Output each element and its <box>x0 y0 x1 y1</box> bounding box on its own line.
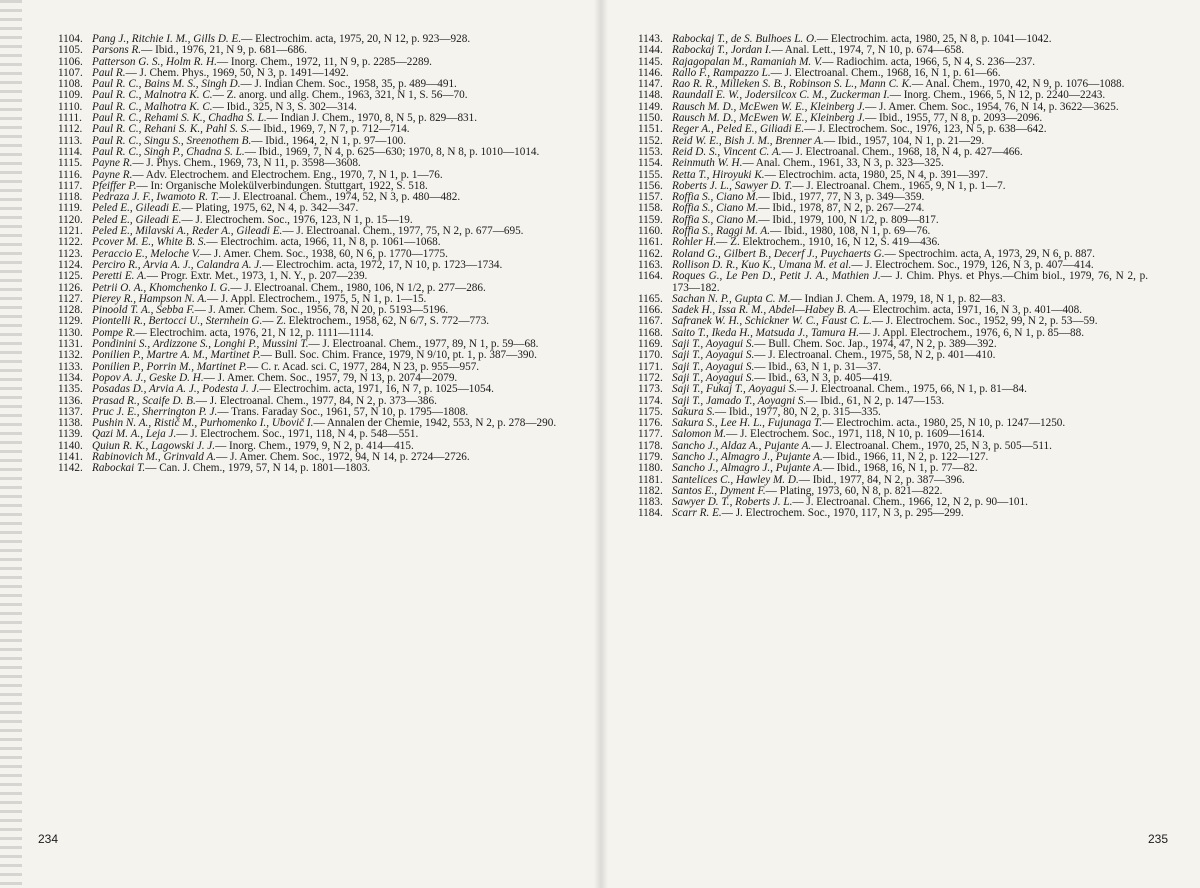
reference-number: 1123. <box>58 247 83 260</box>
reference-authors: Rollison D. R., Kuo K., Umana M. et al. <box>672 258 852 271</box>
reference-authors: Parsons R. <box>92 44 142 57</box>
reference-number: 1165. <box>638 292 663 305</box>
reference-number: 1184. <box>638 507 663 520</box>
reference-authors: Sancho J., Almagro J., Pujante A. <box>672 462 823 475</box>
left-page-references <box>58 34 558 475</box>
reference-number: 1129. <box>58 315 83 328</box>
reference-authors: Roffia S., Ciano M. <box>672 213 759 226</box>
reference-authors: Pedraza J. F., Iwamoto R. T. <box>92 191 219 204</box>
reference-source: — Ibid., 1968, 16, N 1, p. 77—82. <box>822 462 978 475</box>
reference-number: 1164. <box>638 270 663 283</box>
reference-number: 1134. <box>58 371 83 384</box>
reference-source: — Electrochim. acta, 1976, 21, N 12, p. 1111—1114. <box>135 326 374 339</box>
reference-source: — Radiochim. acta, 1966, 5, N 4, S. 236—237. <box>822 55 1036 68</box>
reference-number: 1160. <box>638 225 663 238</box>
reference-source: — Electrochim. acta., 1980, 25, N 10, p. 1247—1250. <box>822 417 1066 430</box>
reference-authors: Reinmuth W. H. <box>672 157 743 170</box>
reference-source: — Ibid., 325, N 3, S. 302—314. <box>212 100 357 113</box>
reference-number: 1183. <box>638 496 663 509</box>
reference-source: — Ibid., 1969, 7, N 7, p. 712—714. <box>249 123 410 136</box>
reference-source: — Ibid., 1957, 104, N 1, p. 21—29. <box>823 134 985 147</box>
reference-number: 1114. <box>58 145 83 158</box>
reference-source: — Ibid., 1955, 77, N 8, p. 2093—2096. <box>865 112 1043 125</box>
reference-source: — Ibid., 1977, 77, N 3, p. 349—359. <box>758 191 925 204</box>
reference-source: — J. Chem. Phys., 1969, 50, N 3, p. 1491—1492. <box>125 66 349 79</box>
reference-number: 1150. <box>638 112 663 125</box>
reference-number: 1146. <box>638 66 663 79</box>
reference-source: — Z. Elektrochem., 1958, 62, N 6/7, S. 772—773. <box>262 315 490 328</box>
reference-source: — Electrochim. acta, 1972, 17, N 10, p. 1723—1734. <box>262 258 503 271</box>
reference-source: — Inorg. Chem., 1972, 11, N 9, p. 2285—2289. <box>216 55 432 68</box>
reference-number: 1115. <box>58 157 83 170</box>
reference-source: — J. Electroanal. Chem., 1977, 75, N 2, p. 677—695. <box>282 225 524 238</box>
reference-authors: Peled E., Milavski A., Reder A., Gileadi E. <box>92 225 283 238</box>
reference-source: — Can. J. Chem., 1979, 57, N 14, p. 1801—1803. <box>145 462 371 475</box>
reference-number: 1110. <box>58 100 83 113</box>
reference-authors: Paul R. C., Bains M. S., Singh D. <box>92 78 241 91</box>
reference-number: 1140. <box>58 439 83 452</box>
reference-source: — Adv. Electrochem. and Electrochem. Eng., 1970, 7, N 1, p. 1—76. <box>132 168 443 181</box>
reference-source: — Inorg. Chem., 1979, 9, N 2, p. 414—415. <box>215 439 414 452</box>
reference-source: — J. Electroanal. Chem., 1968, 18, N 4, p. 427—466. <box>781 145 1023 158</box>
reference-source: — Ibid., 1980, 108, N 1, p. 69—76. <box>770 225 931 238</box>
reference-source: — J. Electrochem. Soc., 1976, 123, N 5, p. 638—642. <box>804 123 1047 136</box>
reference-source: — J. Electroanal. Chem., 1975, 58, N 2, p. 401—410. <box>754 349 996 362</box>
reference-number: 1180. <box>638 462 663 475</box>
reference-source: — J. Electroanal. Chem., 1977, 89, N 1, p. 59—68. <box>308 338 539 351</box>
reference-entry <box>58 463 558 474</box>
reference-authors: Rausch M. D., McEwen W. E., Kleinberg J. <box>672 100 866 113</box>
reference-text <box>672 508 1148 519</box>
reference-source: — J. Electroanal. Chem., 1966, 12, N 2, p. 90—101. <box>792 496 1028 509</box>
reference-number: 1127. <box>58 292 83 305</box>
reference-number: 1105. <box>58 44 83 57</box>
reference-authors: Pinoold T. A., Sebba F. <box>92 304 195 317</box>
reference-source: — Ibid., 63, N 1, p. 31—37. <box>754 360 882 373</box>
reference-source: — J. Amer. Chem. Soc., 1938, 60, N 6, p. 1770—1775. <box>199 247 448 260</box>
reference-authors: Saji T., Fukaj T., Aoyagui S. <box>672 383 797 396</box>
page-number-left: 234 <box>38 832 59 846</box>
reference-authors: Sancho J., Aldaz A., Pujante A. <box>672 439 812 452</box>
reference-source: — J. Electrochem. Soc., 1971, 118, N 4, p. 548—551. <box>176 428 419 441</box>
reference-authors: Retta T., Hiroyuki K. <box>672 168 765 181</box>
reference-authors: Ponilien P., Martre A. M., Martinet P. <box>92 349 261 362</box>
reference-authors: Popov A. J., Geske D. H. <box>92 371 204 384</box>
reference-authors: Pang J., Ritchie I. M., Gills D. E. <box>92 33 242 45</box>
reference-source: — Anal. Lett., 1974, 7, N 10, p. 674—658. <box>771 44 965 57</box>
reference-number: 1118. <box>58 191 83 204</box>
reference-authors: Qazi M. A., Leja J. <box>92 428 177 441</box>
reference-number: 1131. <box>58 338 83 351</box>
reference-authors: Quiun R. K., Lagowski J. J. <box>92 439 216 452</box>
reference-number: 1155. <box>638 168 663 181</box>
reference-authors: Saito T., Ikeda H., Matsuda J., Tamura H. <box>672 326 860 339</box>
reference-source: — J. Electrochem. Soc., 1971, 118, N 10, p. 1609—1614. <box>726 428 985 441</box>
reference-source: — C. r. Acad. sci. C, 1977, 284, N 23, p. 955—957. <box>246 360 480 373</box>
reference-source: — J. Amer. Chem. Soc., 1972, 94, N 14, p. 2724—2726. <box>216 450 470 463</box>
reference-number: 1120. <box>58 213 83 226</box>
reference-number: 1142. <box>58 462 83 475</box>
reference-number: 1156. <box>638 179 663 192</box>
reference-authors: Scarr R. E. <box>672 507 722 520</box>
reference-authors: Pondinini S., Ardizzone S., Longhi P., Mussini T. <box>92 338 309 351</box>
reference-number: 1108. <box>58 78 83 91</box>
reference-number: 1107. <box>58 66 83 79</box>
reference-number: 1113. <box>58 134 83 147</box>
reference-authors: Payne R. <box>92 168 133 181</box>
reference-authors: Rohler H. <box>672 236 717 249</box>
reference-authors: Sakura S. <box>672 405 715 418</box>
reference-source: — J. Appl. Electrochem., 1975, 5, N 1, p. 1—15. <box>206 292 427 305</box>
reference-source: — Electrochim. acta, 1975, 20, N 12, p. 923—928. <box>241 33 471 45</box>
reference-source: — J. Electrochem. Soc., 1952, 99, N 2, p. 53—59. <box>871 315 1098 328</box>
reference-number: 1149. <box>638 100 663 113</box>
reference-authors: Sawyer D. T., Roberts J. L. <box>672 496 793 509</box>
reference-source: — Anal. Chem., 1970, 42, N 9, p. 1076—1088. <box>911 78 1125 91</box>
reference-authors: Posadas D., Arvia A. J., Podesta J. J. <box>92 383 260 396</box>
reference-authors: Paul R. C., Malnotra K. C. <box>92 89 213 102</box>
reference-number: 1157. <box>638 191 663 204</box>
reference-source: — Trans. Faraday Soc., 1961, 57, N 10, p. 1795—1808. <box>217 405 469 418</box>
reference-source: — Progr. Extr. Met., 1973, 1, N. Y., p. 207—239. <box>146 270 368 283</box>
reference-number: 1161. <box>638 236 663 249</box>
reference-source: — Bull. Chem. Soc. Jap., 1974, 47, N 2, p. 389—392. <box>754 338 997 351</box>
reference-source: — Ibid., 1966, 11, N 2, p. 122—127. <box>822 450 989 463</box>
reference-authors: Ponilien P., Porrin M., Martinet P. <box>92 360 247 373</box>
reference-source: — Ibid., 61, N 2, p. 147—153. <box>806 394 945 407</box>
reference-number: 1173. <box>638 383 663 396</box>
reference-number: 1147. <box>638 78 663 91</box>
reference-authors: Rallo F., Rampazzo L. <box>672 66 771 79</box>
reference-source: — J. Chim. Phys. et Phys.—Chim biol., 1979, 76, N 2, p. 173—182. <box>672 270 1148 294</box>
reference-number: 1152. <box>638 134 663 147</box>
reference-authors: Pompe R. <box>92 326 136 339</box>
reference-authors: Peled E., Gileadi E. <box>92 202 182 215</box>
reference-number: 1135. <box>58 383 83 396</box>
reference-number: 1122. <box>58 236 83 249</box>
reference-authors: Santos E., Dyment F. <box>672 484 766 497</box>
reference-number: 1141. <box>58 450 83 463</box>
reference-source: — Plating, 1973, 60, N 8, p. 821—822. <box>765 484 943 497</box>
right-page-references <box>638 34 1148 520</box>
reference-number: 1125. <box>58 270 83 283</box>
reference-authors: Saji T., Aoyagui S. <box>672 360 755 373</box>
reference-authors: Pfeiffer P. <box>92 179 137 192</box>
reference-authors: Roffia S., Ciano M. <box>672 202 759 215</box>
reference-authors: Peretti E. A. <box>92 270 147 283</box>
reference-authors: Safranek W. H., Schickner W. C., Faust C. L. <box>672 315 872 328</box>
reference-number: 1151. <box>638 123 663 136</box>
reference-number: 1170. <box>638 349 663 362</box>
reference-authors: Paul R. C., Malhotra K. C. <box>92 100 213 113</box>
reference-authors: Santelices C., Hawley M. D. <box>672 473 799 486</box>
reference-source: — Ibid., 1964, 2, N 1, p. 97—100. <box>251 134 407 147</box>
reference-authors: Rabockaj T., Jordan I. <box>672 44 772 57</box>
reference-number: 1124. <box>58 258 83 271</box>
reference-authors: Paul R. C., Rehani S. K., Pahl S. S. <box>92 123 250 136</box>
reference-source: — Ibid., 1976, 21, N 9, p. 681—686. <box>141 44 308 57</box>
reference-authors: Rabinovich M., Grinvald A. <box>92 450 217 463</box>
reference-number: 1162. <box>638 247 663 260</box>
reference-number: 1116. <box>58 168 83 181</box>
reference-source: — Annalen der Chemie, 1942, 553, N 2, p. 278—290. <box>313 417 557 430</box>
reference-text <box>92 463 558 474</box>
reference-number: 1126. <box>58 281 83 294</box>
reference-authors: Payne R. <box>92 157 133 170</box>
reference-authors: Paul R. <box>92 66 126 79</box>
reference-entry <box>638 508 1148 519</box>
reference-source: — In: Organische Molekülverbindungen. Stuttgart, 1922, S. 518. <box>136 179 428 192</box>
reference-number: 1181. <box>638 473 663 486</box>
reference-number: 1106. <box>58 55 83 68</box>
reference-source: — J. Phys. Chem., 1969, 73, N 11, p. 3598—3608. <box>132 157 361 170</box>
reference-authors: Sadek H., Issa R. M., Abdel—Habey B. A. <box>672 304 859 317</box>
reference-number: 1139. <box>58 428 83 441</box>
reference-number: 1154. <box>638 157 663 170</box>
reference-source: — J. Indian Chem. Soc., 1958, 35, p. 489—491. <box>240 78 457 91</box>
reference-source: — Ibid., 1979, 100, N 1/2, p. 809—817. <box>758 213 939 226</box>
reference-authors: Prasad R., Scaife D. B. <box>92 394 196 407</box>
reference-authors: Paul R. C., Singu S., Sreenothem B. <box>92 134 252 147</box>
reference-authors: Paul R. C., Rehami S. K., Chadha S. L. <box>92 112 267 125</box>
reference-authors: Rausch M. D., McEwen W. E., Kleinberg J. <box>672 112 866 125</box>
reference-number: 1111. <box>58 112 82 125</box>
reference-source: — Anal. Chem., 1961, 33, N 3, p. 323—325. <box>742 157 944 170</box>
reference-authors: Rabockai T. <box>92 462 146 475</box>
reference-source: — Indian J. Chem., 1970, 8, N 5, p. 829—831. <box>266 112 478 125</box>
reference-authors: Pushin N. A., Ristič M., Purhomenko I., Ubovič I. <box>92 417 314 430</box>
reference-number: 1158. <box>638 202 663 215</box>
page-edge-shadow <box>0 0 22 888</box>
reference-authors: Piontelli R., Bertocci U., Sternhein G. <box>92 315 263 328</box>
reference-authors: Pruc J. E., Sherrington P. J. <box>92 405 218 418</box>
reference-number: 1175. <box>638 405 663 418</box>
reference-source: — Bull. Soc. Chim. France, 1979, N 9/10, pt. 1, p. 387—390. <box>260 349 537 362</box>
reference-source: — J. Electrochem. Soc., 1976, 123, N 1, p. 15—19. <box>181 213 413 226</box>
reference-source: — J. Electroanal. Chem., 1980, 106, N 1/2, p. 277—286. <box>230 281 486 294</box>
reference-authors: Rabockaj T., de S. Bulhoes L. O. <box>672 33 817 45</box>
reference-number: 1176. <box>638 417 663 430</box>
reference-authors: Roques G., Le Pen D., Petit J. A., Mathien J. <box>672 270 881 283</box>
reference-authors: Sancho J., Almagro J., Pujante A. <box>672 450 823 463</box>
reference-authors: Petrii O. A., Khomchenko I. G. <box>92 281 231 294</box>
reference-source: — Indian J. Chem. A, 1979, 18, N 1, p. 82—83. <box>790 292 1006 305</box>
reference-authors: Peraccio E., Meloche V. <box>92 247 200 260</box>
reference-authors: Raundall E. W., Jodersilcox C. M., Zuckerman I. <box>672 89 890 102</box>
reference-number: 1172. <box>638 371 663 384</box>
reference-source: — J. Electrochem. Soc., 1970, 117, N 3, p. 295—299. <box>721 507 964 520</box>
reference-authors: Saji T., Aoyagui S. <box>672 338 755 351</box>
reference-source: — J. Electroanal. Chem., 1975, 66, N 1, p. 81—84. <box>796 383 1027 396</box>
reference-source: — Spectrochim. acta, A, 1973, 29, N 6, p. 887. <box>884 247 1095 260</box>
reference-authors: Pcover M. E., White B. S. <box>92 236 207 249</box>
reference-authors: Reger A., Peled E., Giliadi E. <box>672 123 805 136</box>
reference-authors: Roffia S., Ciano M. <box>672 191 759 204</box>
reference-number: 1137. <box>58 405 83 418</box>
reference-authors: Saji T., Jamado T., Aoyagni S. <box>672 394 807 407</box>
reference-number: 1109. <box>58 89 83 102</box>
reference-number: 1177. <box>638 428 663 441</box>
reference-authors: Perciro R., Arvia A. J., Calandra A. J. <box>92 258 263 271</box>
reference-number: 1138. <box>58 417 83 430</box>
reference-number: 1153. <box>638 145 663 158</box>
reference-source: — J. Amer. Chem. Soc., 1954, 76, N 14, p. 3622—3625. <box>865 100 1119 113</box>
reference-source: — J. Amer. Chem. Soc., 1957, 79, N 13, p. 2074—2079. <box>203 371 458 384</box>
reference-number: 1143. <box>638 33 663 45</box>
reference-number: 1166. <box>638 304 663 317</box>
reference-number: 1168. <box>638 326 663 339</box>
reference-number: 1117. <box>58 179 83 192</box>
reference-source: — J. Electroanal. Chem., 1968, 16, N 1, p. 61—66. <box>770 66 1001 79</box>
reference-source: — Electrochim. acta, 1966, 11, N 8, p. 1061—1068. <box>206 236 441 249</box>
reference-source: — Plating, 1975, 62, N 4, p. 342—347. <box>181 202 359 215</box>
reference-authors: Patterson G. S., Holm R. H. <box>92 55 217 68</box>
reference-authors: Rajagopalan M., Ramaniah M. V. <box>672 55 823 68</box>
reference-authors: Paul R. C., Singh P., Chadna S. L. <box>92 145 245 158</box>
reference-number: 1163. <box>638 258 663 271</box>
reference-source: — Ibid., 1977, 84, N 2, p. 387—396. <box>798 473 965 486</box>
reference-number: 1144. <box>638 44 663 57</box>
reference-authors: Reid W. E., Bish J. M., Brenner A. <box>672 134 824 147</box>
reference-source: — J. Electroanal. Chem., 1974, 52, N 3, p. 480—482. <box>219 191 461 204</box>
reference-source: — Ibid., 1977, 80, N 2, p. 315—335. <box>714 405 881 418</box>
reference-authors: Salomon M. <box>672 428 727 441</box>
reference-number: 1133. <box>58 360 83 373</box>
reference-entry <box>638 271 1148 294</box>
reference-source: — J. Electrochem. Soc., 1979, 126, N 3, p. 407—414. <box>851 258 1094 271</box>
reference-number: 1178. <box>638 439 663 452</box>
reference-authors: Roland G., Gilbert B., Decerf J., Puychaerts G. <box>672 247 885 260</box>
reference-authors: Sakura S., Lee H. L., Fujunaga T. <box>672 417 823 430</box>
reference-number: 1182. <box>638 484 663 497</box>
reference-source: — J. Appl. Electrochem., 1976, 6, N 1, p. 85—88. <box>859 326 1085 339</box>
reference-source: — Z. anorg. und allg. Chem., 1963, 321, N 1, S. 56—70. <box>212 89 468 102</box>
reference-text <box>672 271 1148 294</box>
reference-number: 1136. <box>58 394 83 407</box>
reference-authors: Pierey R., Hampson N. A. <box>92 292 207 305</box>
reference-number: 1112. <box>58 123 83 136</box>
reference-source: — Electrochim. acta, 1980, 25, N 8, p. 1041—1042. <box>816 33 1052 45</box>
reference-number: 1145. <box>638 55 663 68</box>
reference-source: — J. Amer. Chem. Soc., 1956, 78, N 20, p. 5193—5196. <box>194 304 449 317</box>
reference-source: — J. Electroanal. Chem., 1977, 84, N 2, p. 373—386. <box>195 394 437 407</box>
reference-source: — Inorg. Chem., 1966, 5, N 12, p. 2240—2243. <box>889 89 1106 102</box>
book-gutter <box>594 0 608 888</box>
reference-authors: Rao R. R., Milleken S. B., Robinson S. L., Mann C. K. <box>672 78 912 91</box>
reference-authors: Roffia S., Raggi M. A. <box>672 225 770 238</box>
reference-number: 1119. <box>58 202 83 215</box>
reference-authors: Sachan N. P., Gupta C. M. <box>672 292 791 305</box>
reference-source: — Z. Elektrochem., 1910, 16, N 12, S. 419—436. <box>716 236 940 249</box>
reference-source: — Electrochim. acta, 1980, 25, N 4, p. 391—397. <box>764 168 989 181</box>
reference-number: 1171. <box>638 360 663 373</box>
reference-authors: Peled E., Gileadi E. <box>92 213 182 226</box>
reference-source: — Ibid., 1978, 87, N 2, p. 267—274. <box>758 202 925 215</box>
page-number-right: 235 <box>1148 832 1169 846</box>
reference-source: — Electrochim. acta, 1971, 16, N 3, p. 401—408. <box>858 304 1083 317</box>
reference-number: 1174. <box>638 394 663 407</box>
reference-number: 1159. <box>638 213 663 226</box>
reference-authors: Saji T., Aoyagui S. <box>672 371 755 384</box>
reference-source: — J. Electroanal. Chem., 1965, 9, N 1, p. 1—7. <box>792 179 1006 192</box>
reference-source: — J. Electroanal. Chem., 1970, 25, N 3, p. 505—511. <box>811 439 1052 452</box>
reference-authors: Saji T., Aoyagui S. <box>672 349 755 362</box>
reference-number: 1128. <box>58 304 83 317</box>
reference-source: — Electrochim. acta, 1971, 16, N 7, p. 1025—1054. <box>259 383 494 396</box>
reference-number: 1104. <box>58 33 83 45</box>
reference-authors: Roberts J. L., Sawyer D. T. <box>672 179 793 192</box>
reference-number: 1167. <box>638 315 663 328</box>
reference-authors: Reid D. S., Vincent C. A. <box>672 145 782 158</box>
reference-source: — Ibid., 63, N 3, p. 405—419. <box>754 371 893 384</box>
reference-source: — Ibid., 1969, 7, N 4, p. 625—630; 1970, 8, N 8, p. 1010—1014. <box>244 145 540 158</box>
reference-number: 1130. <box>58 326 83 339</box>
reference-number: 1169. <box>638 338 663 351</box>
reference-number: 1121. <box>58 225 83 238</box>
reference-number: 1179. <box>638 450 663 463</box>
reference-number: 1132. <box>58 349 83 362</box>
reference-number: 1148. <box>638 89 663 102</box>
